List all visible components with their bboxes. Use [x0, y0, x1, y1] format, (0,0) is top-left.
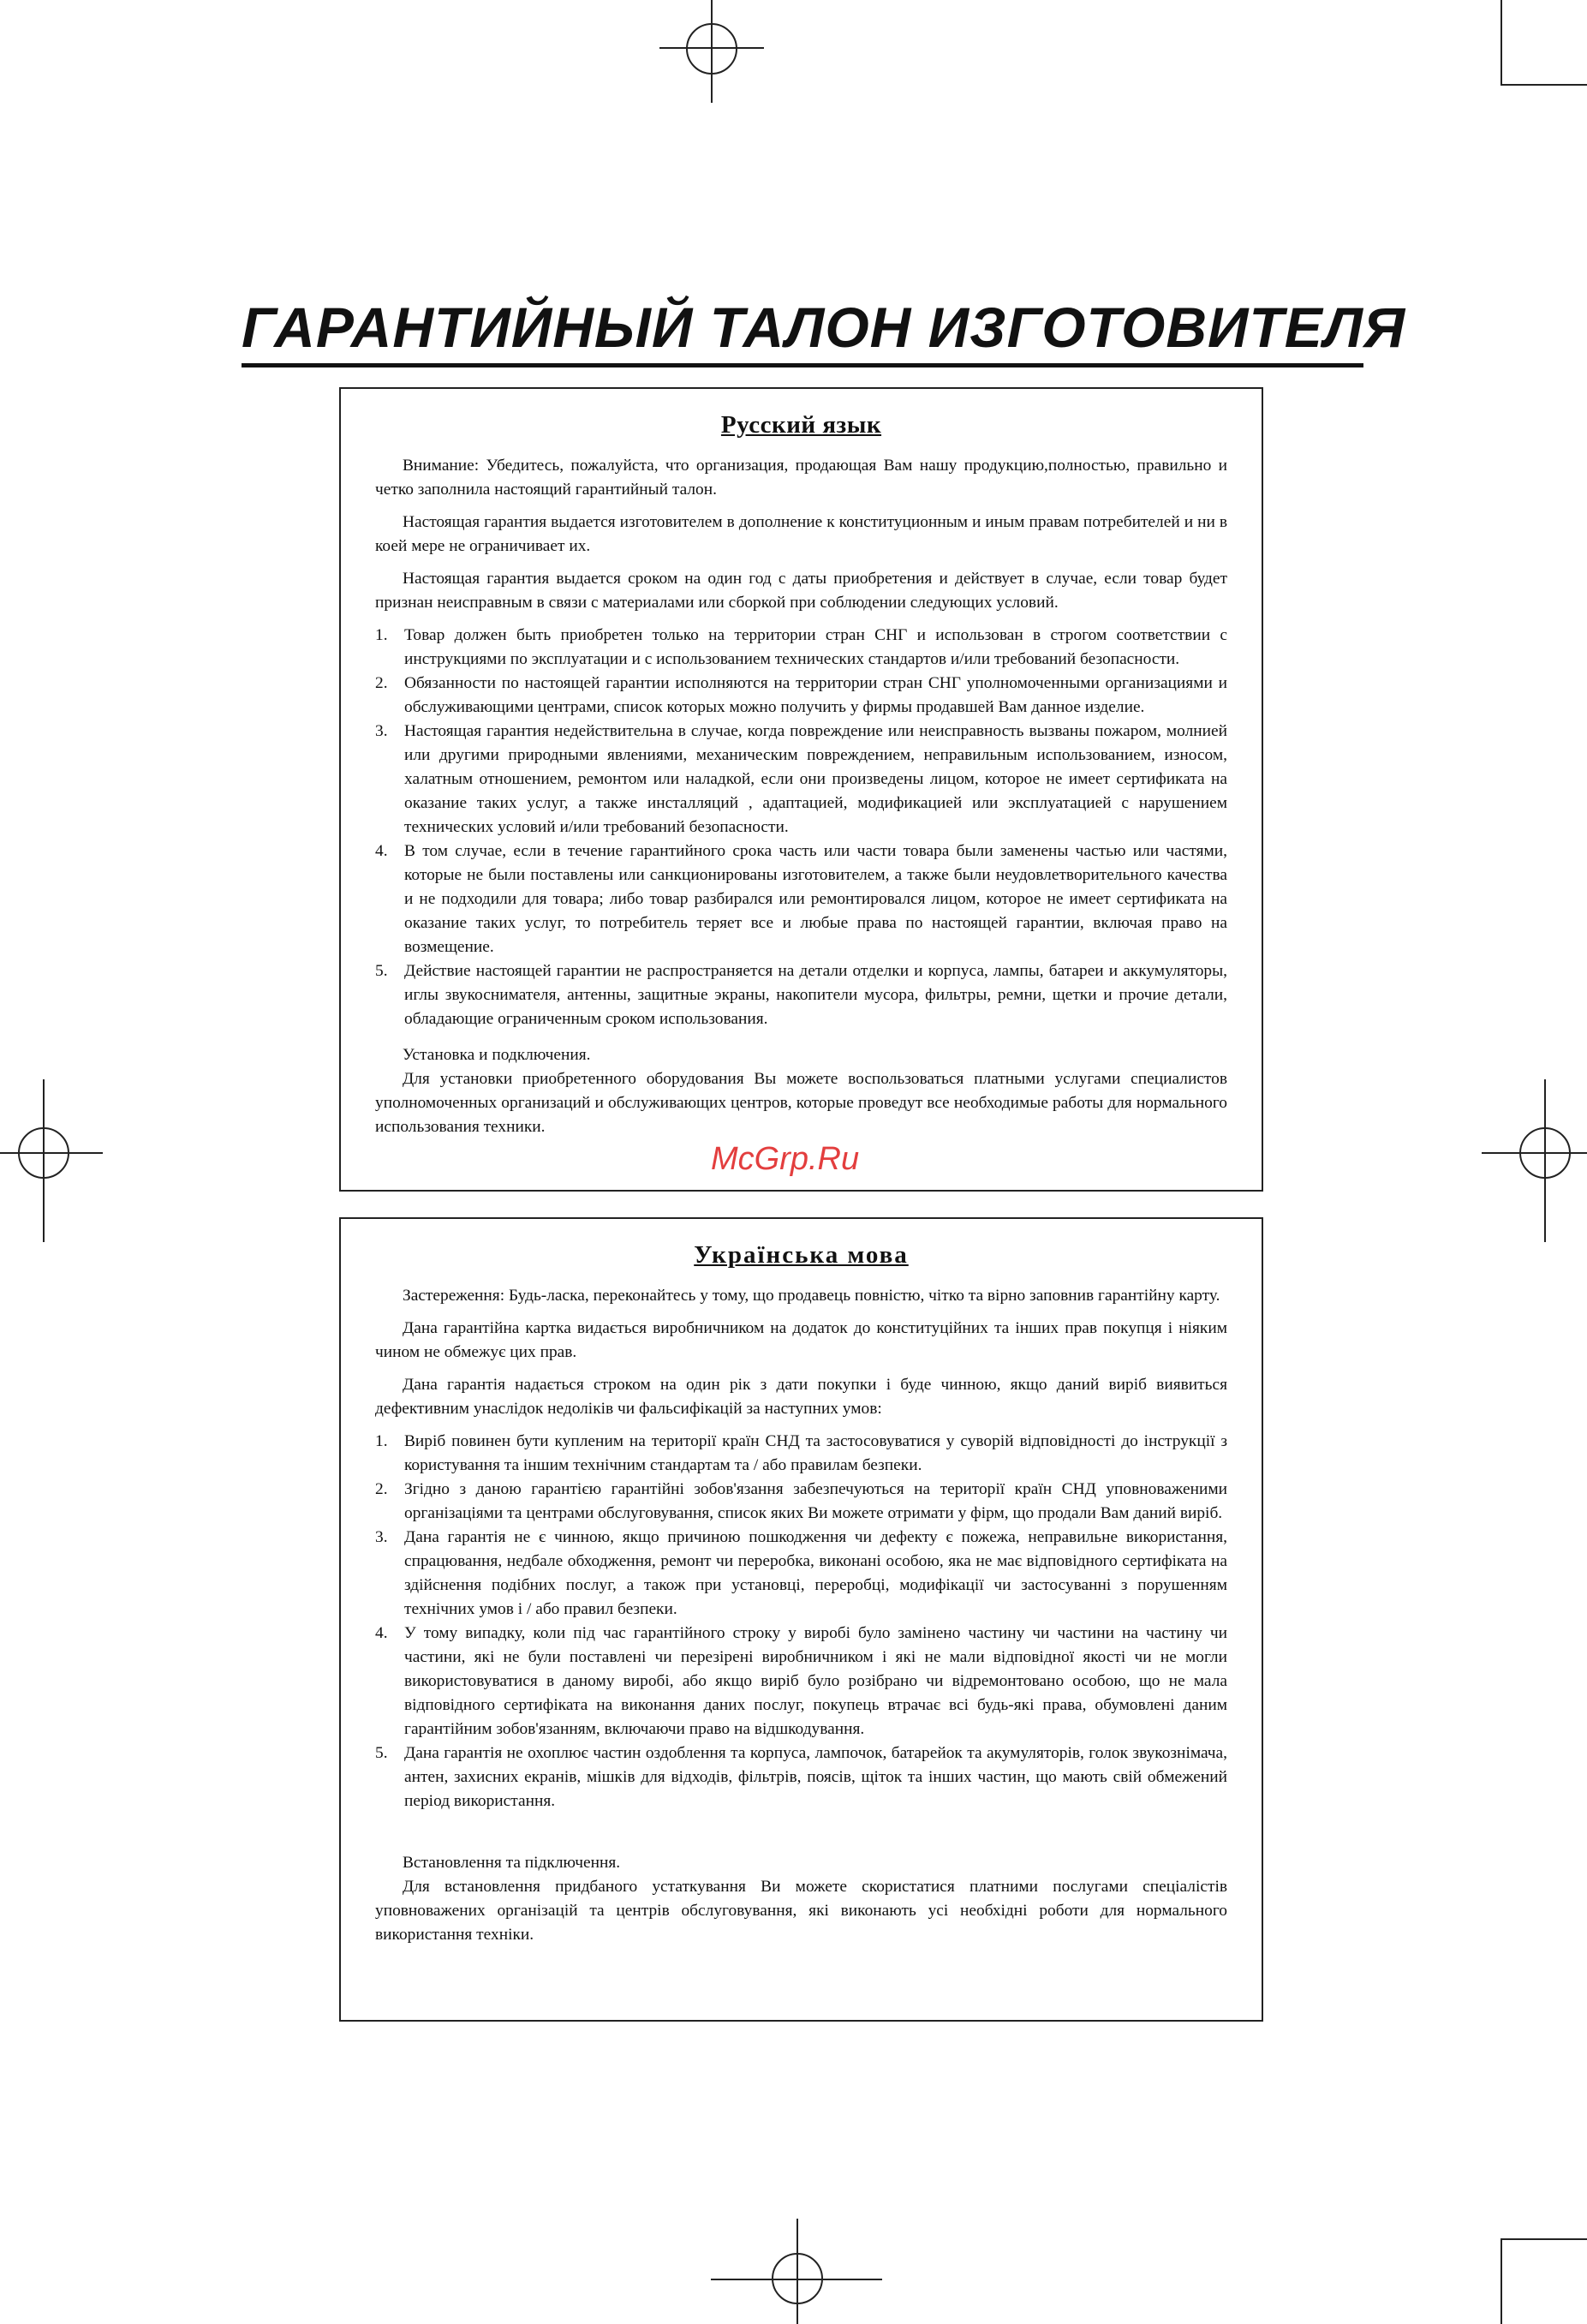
watermark: McGrp.Ru — [711, 1141, 860, 1177]
ru-paragraph-term: Настоящая гарантия выдается сроком на один год с даты приобретения и действует в случае, если товар будет признан неисправным в связи с материалами или сборкой при соблюдении следующих условий. — [375, 570, 1227, 612]
list-item-number: 3. — [375, 1528, 388, 1546]
list-item — [375, 1742, 1227, 1813]
list-item-number: 4. — [375, 842, 388, 860]
uk-paragraph-attention: Застереження: Будь-ласка, переконайтесь у тому, що продавець повністю, чітко та вірно заповнив гарантійну карту. — [403, 1287, 1220, 1305]
list-item-text: У тому випадку, коли під час гарантійного строку у виробі було замінено частину чи частини на частину чи частини, які не були поставлені чи перезірені виробничником і які не мали відповідної якості чи не могли використовуватися в даному виробі, або якщо виріб було розібрано чи відремонтовано особою, що не мала відповідного сертифіката на виконання даних послуг, покупець втрачає всі будь-які права, обумовлені даним гарантійним зобов'язанням, включаючи право на відшкодування. — [404, 1624, 1227, 1738]
list-item-text: Дана гарантія не охоплює частин оздоблення та корпуса, лампочок, батарейок та акумуляторів, голок звукознімача, антен, захисних екранів, мішків для відходів, фільтрів, поясів, щіток та інших частин, що мають свій обмежений період використання. — [404, 1744, 1227, 1810]
page-title: ГАРАНТИЙНЫЙ ТАЛОН ИЗГОТОВИТЕЛЯ — [242, 293, 1363, 367]
ru-paragraph-scope: Настоящая гарантия выдается изготовителем в дополнение к конституционным и иным правам потребителей и ни в коей мере не ограничивает их. — [375, 513, 1227, 555]
list-item — [375, 959, 1227, 1031]
ru-paragraph-attention: Внимание: Убедитесь, пожалуйста, что организация, продающая Вам нашу продукцию,полностью, правильно и четко заполнила настоящий гарантийный талон. — [375, 457, 1227, 499]
spacer — [375, 1825, 1227, 1851]
list-item-number: 5. — [375, 962, 388, 980]
list-item-text: Действие настоящей гарантии не распространяется на детали отделки и корпуса, лампы, батареи и аккумуляторы, иглы звукоснимателя, антенны, защитные экраны, накопители мусора, фильтры, ремни, щетки и прочие детали, обладающие ограниченным сроком использования. — [404, 962, 1227, 1028]
list-item-number: 4. — [375, 1624, 388, 1642]
section-ukrainian — [339, 1217, 1263, 2022]
list-item-text: Дана гарантія не є чинною, якщо причиною пошкодження чи дефекту є пожежа, неправильне використання, спрацювання, недбале обходження, ремонт чи переробка, виконані особою, яка не має відповідного сертифіката на здійснення подібних послуг, а також при установці, переробці, модифікації чи застосуванні з порушенням технічних умов і / або правил безпеки. — [404, 1528, 1227, 1618]
uk-conditions-list — [375, 1430, 1227, 1813]
section-russian — [339, 387, 1263, 1192]
list-item — [375, 1622, 1227, 1742]
uk-paragraph-term: Дана гарантія надається строком на один рік з дати покупки і буде чинною, якщо даний виріб виявиться дефективним унаслідок недоліків чи фальсифікацій за наступних умов: — [375, 1376, 1227, 1418]
list-item — [375, 1526, 1227, 1622]
list-item-number: 3. — [375, 722, 388, 740]
uk-paragraph-scope: Дана гарантійна картка видається виробничником на додаток до конституційних та інших прав покупця і ніяким чином не обмежує цих прав. — [375, 1319, 1227, 1361]
list-item-text: В том случае, если в течение гарантийного срока часть или части товара были заменены частью или частями, которые не были поставлены или санкционированы изготовителем, а также были неудовлетворительного качества и не подходили для товара; либо товар разбирался или ремонтировался лицом, которое не имеет сертификата на оказание таких услуг, то потребитель теряет все и любые права по настоящей гарантии, включая право на возмещение. — [404, 842, 1227, 956]
uk-install-text: Для встановлення придбаного устаткування Ви можете скористатися платними послугами спеціалістів уповноважених організацій та центрів обслуговування, які виконають усі необхідні роботи для нормального використання техніки. — [375, 1878, 1227, 1944]
list-item-text: Обязанности по настоящей гарантии исполняются на территории стран СНГ уполномоченными организациями и обслуживающими центрами, список которых можно получить у фирмы продавшей Вам данное изделие. — [404, 674, 1227, 716]
list-item — [375, 1430, 1227, 1478]
list-item-text: Виріб повинен бути купленим на території країн СНД та застосовуватися у суворій відповідності до інструкції з користування та іншим технічним стандартам та / або правилам безпеки. — [404, 1432, 1227, 1474]
list-item-text: Настоящая гарантия недействительна в случае, когда повреждение или неисправность вызваны пожаром, молнией или другими природными явлениями, механическим повреждением, неправильным использованием, износом, халатным отношением, ремонтом или наладкой, если они произведены лицом, которое не имеет сертификата на оказание таких услуг, а также инсталляций , адаптацией, модификацией или эксплуатацией с нарушением технических условий и/или требований безопасности. — [404, 722, 1227, 836]
list-item — [375, 672, 1227, 720]
list-item — [375, 624, 1227, 672]
list-item — [375, 1478, 1227, 1526]
list-item-text: Товар должен быть приобретен только на территории стран СНГ и использован в строгом соответствии с инструкциями по эксплуатации и с использованием технических стандартов и/или требований безопасности. — [404, 626, 1227, 668]
ru-install-text: Для установки приобретенного оборудования Вы можете воспользоваться платными услугами специалистов уполномоченных организаций и обслуживающих центров, которые проведут все необходимые работы для нормального использования техники. — [375, 1070, 1227, 1136]
list-item-number: 5. — [375, 1744, 388, 1762]
list-item-number: 1. — [375, 626, 388, 644]
section-heading-ukrainian: Українська мова — [694, 1241, 909, 1269]
list-item-text: Згідно з даною гарантією гарантійні зобов'язання забезпечуються на території країн СНД уповноваженими організаціями та центрами обслуговування, список яких Ви можете отримати у фірм, що продали Вам даний виріб. — [404, 1480, 1227, 1522]
list-item — [375, 839, 1227, 959]
ru-conditions-list — [375, 624, 1227, 1031]
ru-install-heading: Установка и подключения. — [403, 1046, 591, 1064]
section-heading-russian: Русский язык — [720, 411, 882, 439]
list-item-number: 2. — [375, 1480, 388, 1498]
uk-install-heading: Встановлення та підключення. — [403, 1854, 621, 1872]
list-item-number: 2. — [375, 674, 388, 692]
list-item-number: 1. — [375, 1432, 388, 1450]
list-item — [375, 720, 1227, 839]
